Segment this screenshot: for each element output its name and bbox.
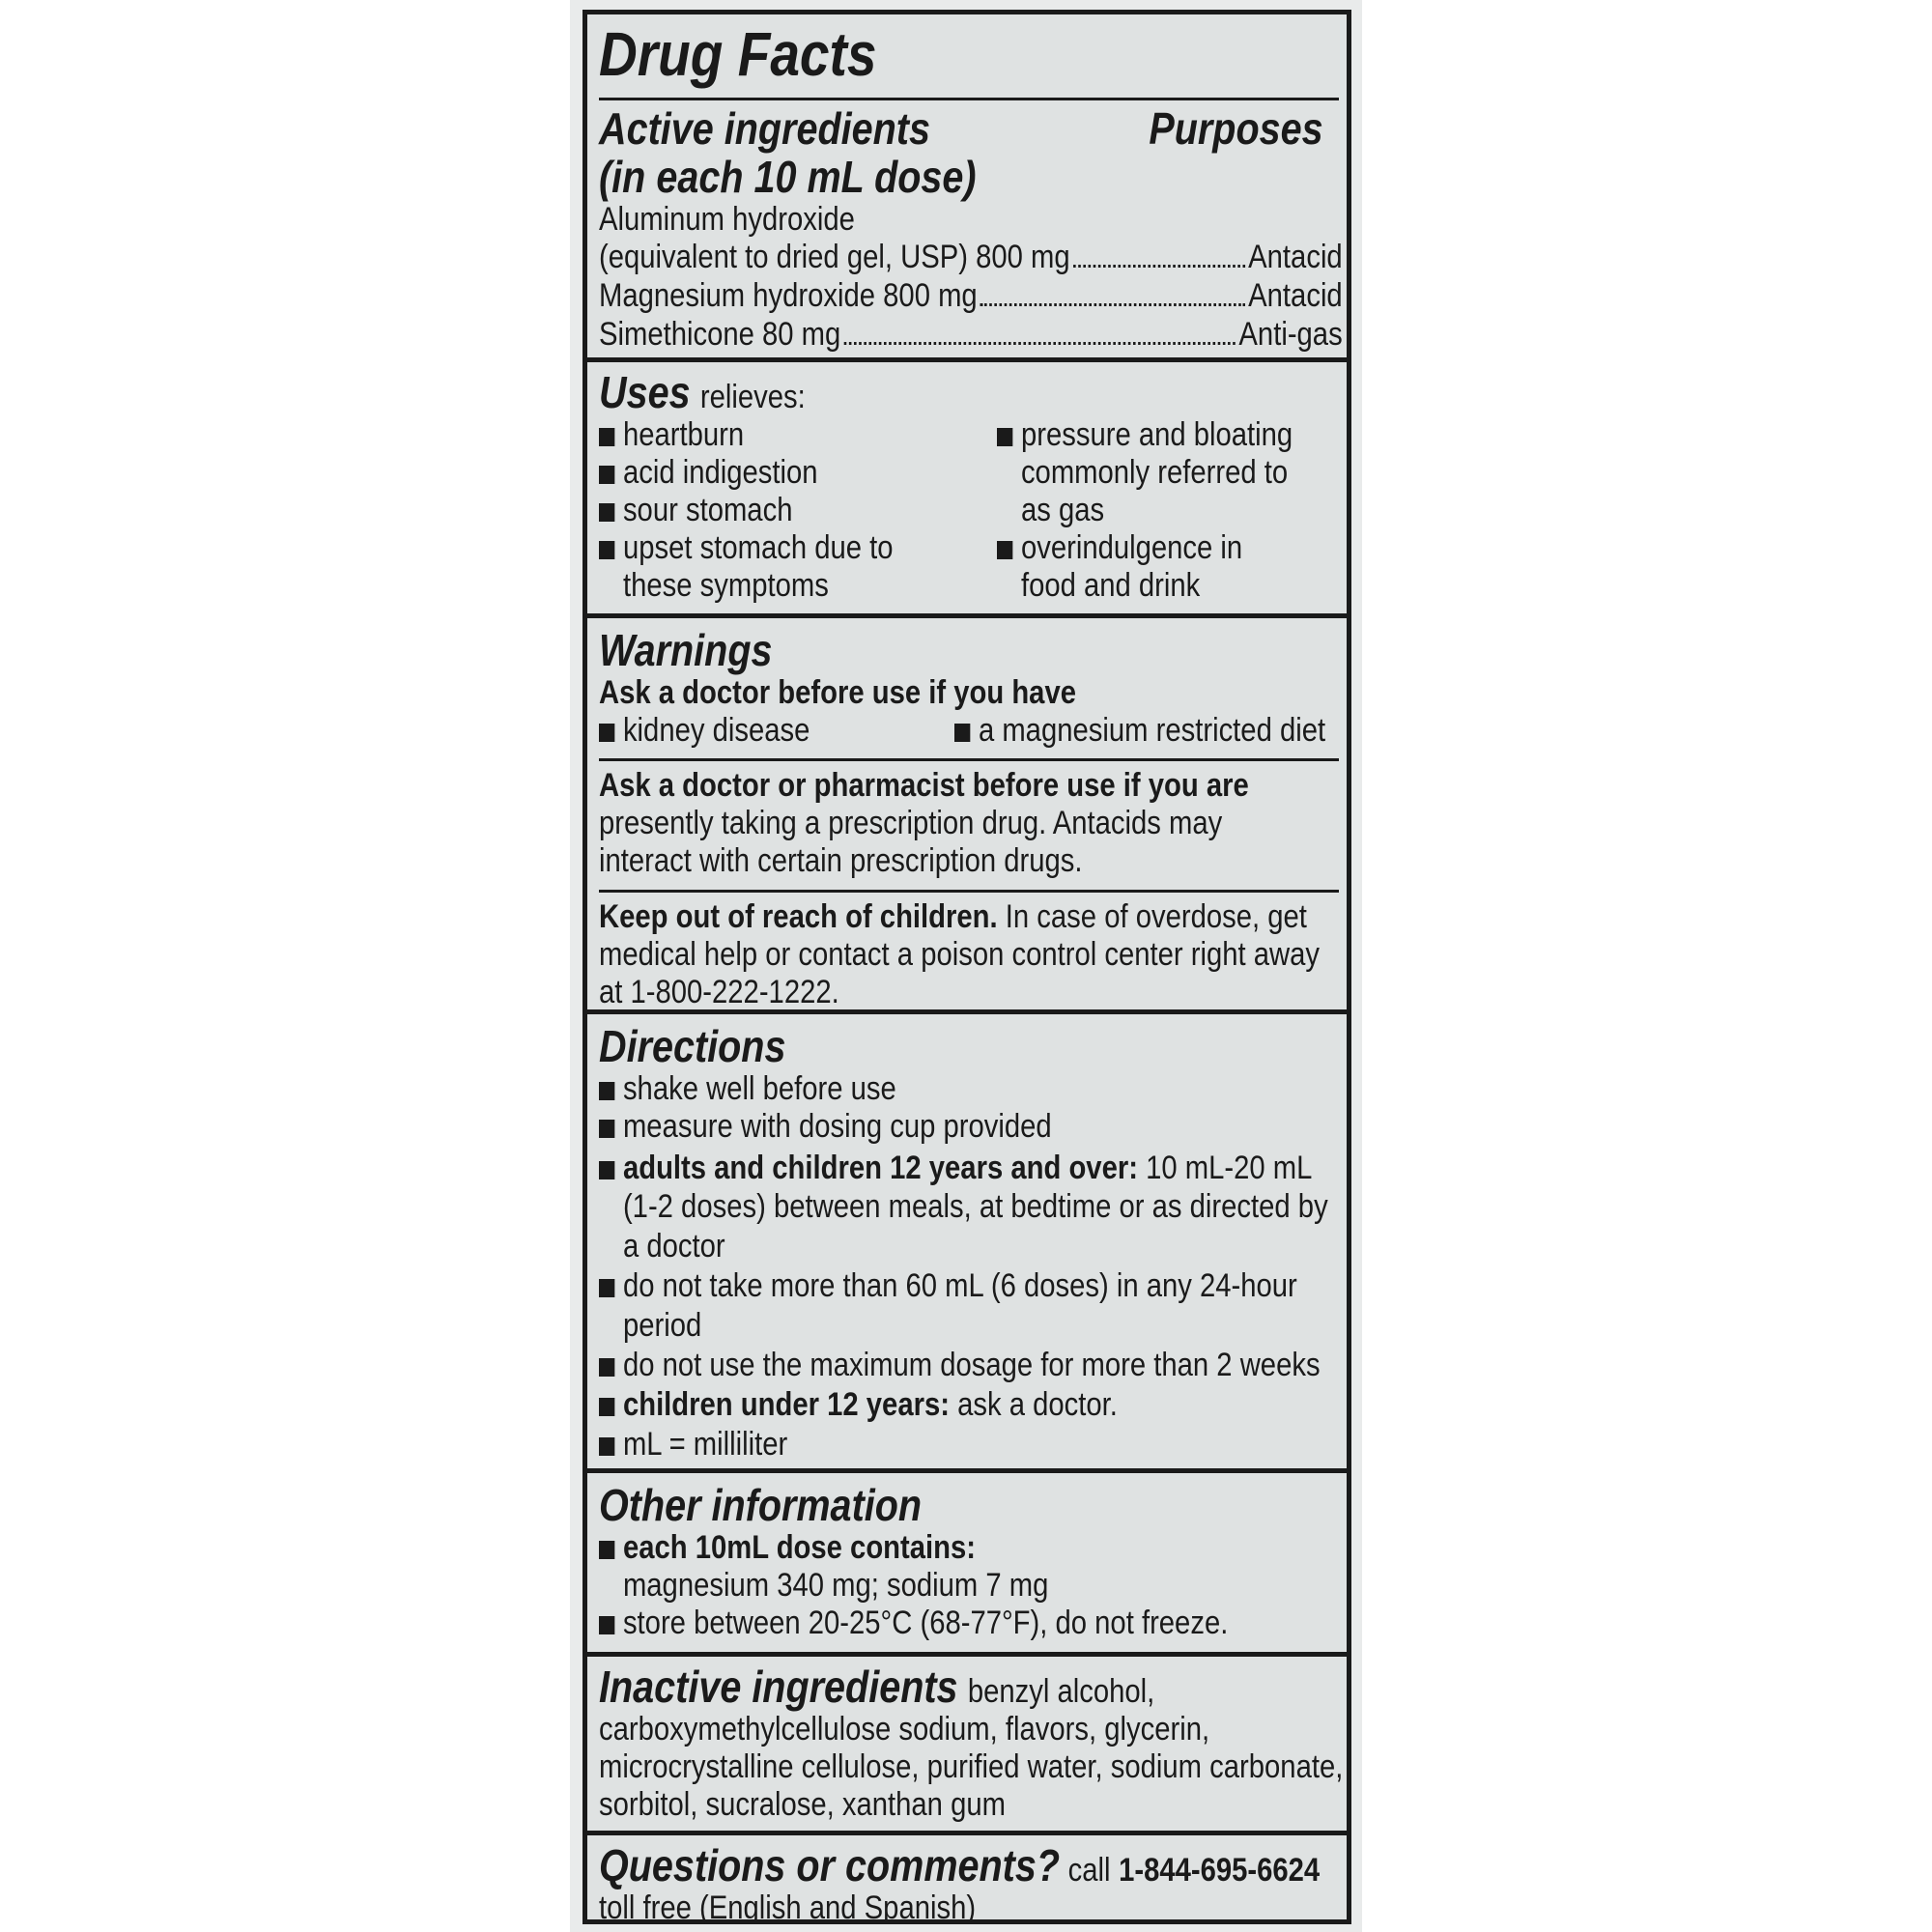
questions-heading: Questions or comments? bbox=[599, 1840, 1061, 1890]
keep-out-line: Keep out of reach of children. In case of overdose, get bbox=[599, 898, 1307, 935]
bullet-icon bbox=[599, 1616, 614, 1634]
bullet-icon bbox=[599, 541, 614, 559]
active-ingredients-section bbox=[587, 14, 1347, 362]
bullet-icon bbox=[599, 466, 614, 484]
ingredient-name: Magnesium hydroxide 800 mg bbox=[599, 277, 978, 314]
direction-item: mL = milliliter bbox=[599, 1425, 1232, 1464]
use-item-cont: food and drink bbox=[1020, 567, 1201, 604]
use-item: overindulgence in bbox=[997, 529, 1293, 567]
ask-pharmacist-heading: Ask a doctor or pharmacist before use if you are bbox=[599, 767, 1249, 804]
direction-item: do not use the maximum dosage for more than 2 weeks bbox=[599, 1346, 1232, 1385]
uses-intro: relieves: bbox=[699, 379, 806, 415]
directions-heading: Directions bbox=[599, 1021, 786, 1071]
inactive-ingredients-heading: Inactive ingredients bbox=[599, 1662, 958, 1712]
ingredient-aluminum-line1: Aluminum hydroxide bbox=[599, 201, 855, 238]
pharmacist-text: interact with certain prescription drugs. bbox=[599, 842, 1083, 879]
bullet-icon bbox=[954, 724, 970, 742]
use-item: heartburn bbox=[599, 416, 894, 454]
active-ingredients-subheading: (in each 10 mL dose) bbox=[599, 152, 977, 202]
ingredient-row bbox=[599, 316, 1343, 355]
bullet-icon bbox=[599, 428, 614, 446]
bullet-icon bbox=[997, 428, 1012, 446]
active-ingredients-heading: Active ingredients bbox=[599, 103, 930, 154]
inactive-line: microcrystalline cellulose, purified water, sodium carbonate, bbox=[599, 1748, 1344, 1785]
bullet-icon bbox=[599, 1279, 614, 1297]
directions-section bbox=[587, 1014, 1347, 1473]
direction-item: do not take more than 60 mL (6 doses) in any 24-hour bbox=[599, 1266, 1232, 1306]
bullet-icon bbox=[599, 1120, 614, 1138]
use-item: acid indigestion bbox=[599, 454, 894, 492]
use-item-cont: commonly referred to bbox=[1020, 454, 1289, 491]
other-information-heading: Other information bbox=[599, 1480, 923, 1530]
ingredient-purpose: Antacid bbox=[1248, 277, 1343, 314]
uses-section bbox=[587, 362, 1347, 618]
purposes-heading: Purposes bbox=[1149, 103, 1323, 154]
direction-item-cont: a doctor bbox=[622, 1228, 725, 1264]
warnings-heading: Warnings bbox=[599, 625, 773, 675]
drug-facts-panel bbox=[582, 10, 1351, 1924]
use-item: sour stomach bbox=[599, 492, 894, 529]
questions-call: call bbox=[1067, 1852, 1111, 1889]
other-item: each 10mL dose contains: bbox=[599, 1529, 1232, 1567]
bullet-icon bbox=[599, 1082, 614, 1100]
direction-item: measure with dosing cup provided bbox=[599, 1108, 1232, 1146]
bullet-icon bbox=[599, 1161, 614, 1179]
inactive-ingredients-section bbox=[587, 1657, 1347, 1835]
ingredient-purpose: Antacid bbox=[1248, 239, 1343, 275]
ingredient-row bbox=[599, 277, 1343, 316]
use-item: upset stomach due to bbox=[599, 529, 894, 567]
other-item: store between 20-25°C (68-77°F), do not freeze. bbox=[599, 1605, 1232, 1642]
keep-out-text: medical help or contact a poison control center right away bbox=[599, 936, 1321, 973]
warning-item: a magnesium restricted diet bbox=[954, 712, 1325, 750]
pharmacist-text: presently taking a prescription drug. Antacids may bbox=[599, 805, 1223, 841]
direction-item: shake well before use bbox=[599, 1070, 1232, 1108]
other-information-section bbox=[587, 1473, 1347, 1657]
ingredient-name: Simethicone 80 mg bbox=[599, 316, 841, 353]
keep-out-text: at 1-800-222-1222. bbox=[599, 974, 839, 1010]
ask-doctor-heading: Ask a doctor before use if you have bbox=[599, 674, 1076, 711]
questions-section bbox=[587, 1835, 1347, 1924]
inactive-line: carboxymethylcellulose sodium, flavors, glycerin, bbox=[599, 1711, 1210, 1747]
direction-item-cont: (1-2 doses) between meals, at bedtime or as directed by bbox=[622, 1188, 1328, 1225]
warning-item: kidney disease bbox=[599, 712, 810, 750]
ingredient-name: (equivalent to dried gel, USP) 800 mg bbox=[599, 239, 1070, 275]
inactive-line: sorbitol, sucralose, xanthan gum bbox=[599, 1786, 1006, 1823]
bullet-icon bbox=[599, 1437, 614, 1456]
warnings-section bbox=[587, 618, 1347, 1014]
bullet-icon bbox=[599, 724, 614, 742]
use-item-cont: as gas bbox=[1020, 492, 1105, 528]
bullet-icon bbox=[599, 503, 614, 522]
bullet-icon bbox=[599, 1398, 614, 1416]
bullet-icon bbox=[997, 541, 1012, 559]
questions-phone[interactable]: 1-844-695-6624 bbox=[1119, 1852, 1321, 1889]
ingredient-purpose: Anti-gas bbox=[1238, 316, 1343, 353]
use-item-cont: these symptoms bbox=[622, 567, 829, 604]
direction-item: children under 12 years: ask a doctor. bbox=[599, 1385, 1232, 1425]
other-item-cont: magnesium 340 mg; sodium 7 mg bbox=[622, 1567, 1049, 1604]
questions-toll-free: toll free (English and Spanish) bbox=[599, 1889, 977, 1924]
direction-item: adults and children 12 years and over: 10 mL-20 mL bbox=[599, 1150, 1232, 1187]
drug-facts-title: Drug Facts bbox=[599, 19, 877, 89]
bullet-icon bbox=[599, 1541, 614, 1559]
ingredient-row bbox=[599, 239, 1343, 277]
use-item: pressure and bloating bbox=[997, 416, 1293, 454]
direction-item-cont: period bbox=[622, 1307, 702, 1344]
uses-heading: Uses bbox=[599, 367, 691, 417]
inactive-line: benzyl alcohol, bbox=[967, 1673, 1155, 1710]
bullet-icon bbox=[599, 1358, 614, 1377]
